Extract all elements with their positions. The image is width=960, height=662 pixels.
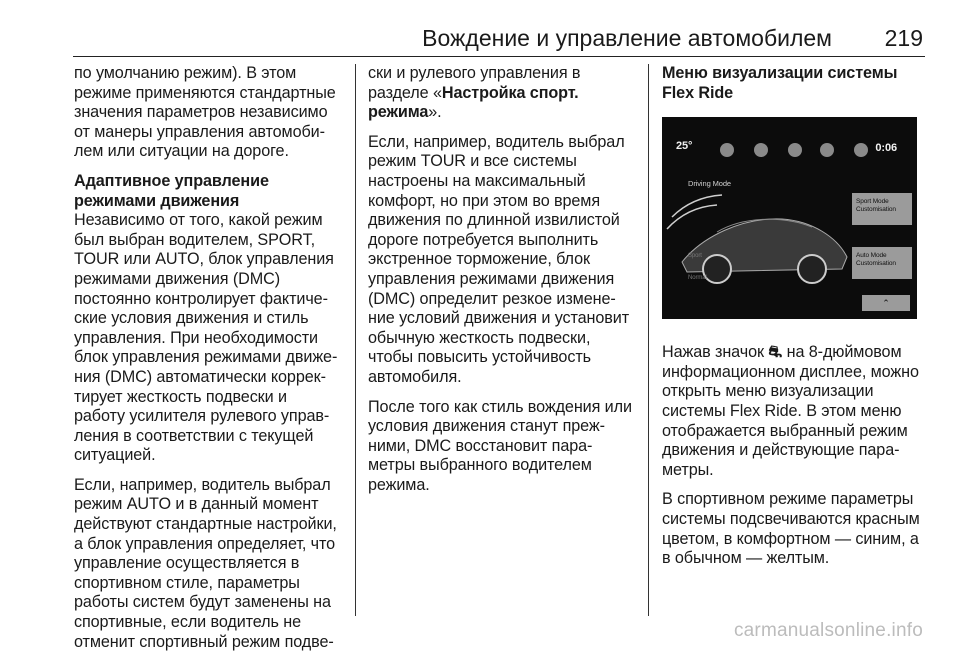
paragraph-dmc: Независимо от того, какой режим был выбран водителем, SPORT, TOUR или AUTO, блок управления режимами движения (DMC) постоянно контролирует фактиче-ские условия движения и стиль управления. При необходимости блок управления режимами движе-ния (DMC) автоматически коррек-тирует жесткость подвески и работу усилителя рулевого управ-ления в соответствии с текущей ситуацией. bbox=[74, 211, 338, 465]
auto-mode-customisation-button[interactable]: Auto Mode Customisation bbox=[852, 247, 912, 279]
screen-label-normal: Normal bbox=[688, 275, 707, 282]
column-divider-1 bbox=[355, 64, 356, 616]
paragraph-colors: В спортивном режиме параметры системы подсвечиваются красным цветом, в комфортном — синим, а в обычном — желтым. bbox=[662, 490, 920, 568]
column-3 bbox=[662, 64, 930, 579]
scroll-up-button[interactable]: ⌃ bbox=[862, 295, 910, 311]
paragraph-restore: После того как стиль вождения или условия движения станут преж-ними, DMC восстановит пара-метры выбранного водителем режима. bbox=[368, 397, 632, 494]
watermark: carmanualsonline.info bbox=[733, 620, 923, 641]
page-header bbox=[0, 0, 960, 56]
paragraph-intro: по умолчанию режим). В этом режиме применяются стандартные значения параметров независимо от манеры управления автомоби-лем или ситуации на дороге. bbox=[74, 64, 336, 161]
heading-flexride-menu: Меню визуализации системы Flex Ride bbox=[662, 64, 898, 102]
paragraph-open-menu: Нажав значок ⛐ на 8-дюймовом информационном дисплее, можно открыть меню визуализации системы Flex Ride. В этом меню отображается выбранный режим движения и действующие пара-метры. bbox=[662, 343, 919, 479]
paragraph-auto-example: Если, например, водитель выбрал режим AUTO и в данный момент действуют стандартные настройки, а блок управления определяет, что управление осуществляется в спортивном стиле, параметры работы систем будут заменены на спортивные, если водитель не отменит спортивный режим подве- bbox=[74, 475, 337, 651]
screen-label-sport: Sport bbox=[688, 253, 702, 260]
column-1 bbox=[74, 64, 342, 662]
paragraph-tour-example: Если, например, водитель выбрал режим TOUR и все системы настроены на максимальный комфорт, но при этом во время движения по длинной извилистой дороге потребуется выполнить экстренное торможение, блок управления режимами движения (DMC) определит резкое измене-ние условий движения и установит обычную жесткость подвески, чтобы повысить устойчивость автомобиля. bbox=[368, 132, 630, 386]
page-title: Вождение и управление автомобилем bbox=[422, 25, 832, 51]
sport-mode-customisation-button[interactable]: Sport Mode Customisation bbox=[852, 193, 912, 225]
page-number: 219 bbox=[884, 25, 923, 51]
screen-title: Driving Mode bbox=[688, 179, 731, 189]
screen-temperature: 25° bbox=[676, 140, 693, 153]
column-2 bbox=[368, 64, 636, 505]
drive-mode-icon-inline: ⛐ bbox=[768, 343, 783, 362]
link-sport-settings[interactable]: Настройка спорт. режима bbox=[368, 83, 579, 122]
flexride-screen-image bbox=[662, 117, 917, 319]
header-rule bbox=[73, 56, 925, 57]
heading-adaptive-control: Адаптивное управление режимами движения bbox=[74, 171, 269, 210]
screen-clock: 0:06 bbox=[875, 142, 897, 155]
column-divider-2 bbox=[648, 64, 649, 616]
paragraph-sport-settings: ски и рулевого управления в разделе «Настройка спорт. режима». bbox=[368, 64, 581, 122]
